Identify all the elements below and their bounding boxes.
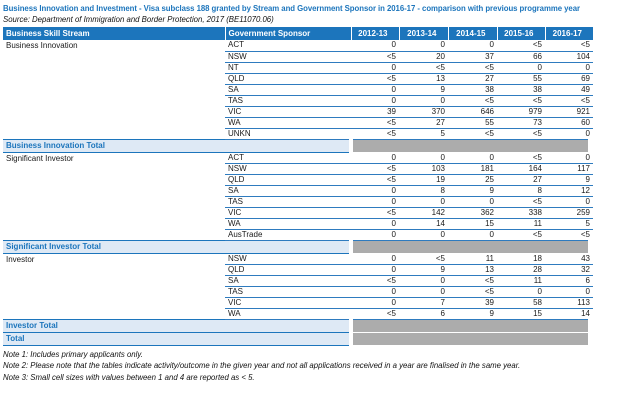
value-cell: 9: [545, 174, 593, 185]
stream-label: Investor: [6, 254, 35, 264]
value-cell: 12: [545, 185, 593, 196]
value-cell: 0: [448, 152, 497, 163]
value-cell: <5: [545, 229, 593, 240]
value-cell: 27: [448, 73, 497, 84]
value-cell: 104: [545, 51, 593, 62]
total-row: [3, 319, 593, 332]
value-cell: <5: [351, 163, 399, 174]
value-cell: <5: [351, 128, 399, 139]
value-cell: 8: [497, 185, 545, 196]
value-cell: 32: [545, 264, 593, 275]
value-cell: <5: [351, 207, 399, 218]
value-cell: 0: [448, 196, 497, 207]
value-cell: 11: [497, 275, 545, 286]
value-cell: 0: [351, 95, 399, 106]
value-cell: 55: [448, 117, 497, 128]
value-cell: 0: [545, 196, 593, 207]
notes-section: [3, 349, 637, 384]
value-cell: 58: [497, 297, 545, 308]
value-cell: 0: [545, 128, 593, 139]
value-cell: 0: [448, 229, 497, 240]
sponsor-cell: SA: [225, 185, 351, 196]
value-cell: 15: [448, 218, 497, 229]
value-cell: 20: [399, 51, 448, 62]
value-cell: 0: [545, 62, 593, 73]
column-header: 2013-14: [399, 27, 448, 40]
value-cell: 0: [399, 95, 448, 106]
value-cell: <5: [448, 275, 497, 286]
total-suppressed-cell: [351, 240, 593, 253]
sponsor-cell: TAS: [225, 286, 351, 297]
sponsor-cell: SA: [225, 84, 351, 95]
table-header-row: [3, 27, 593, 40]
value-cell: 13: [448, 264, 497, 275]
value-cell: 25: [448, 174, 497, 185]
value-cell: <5: [448, 286, 497, 297]
value-cell: <5: [351, 275, 399, 286]
value-cell: <5: [497, 196, 545, 207]
sponsor-cell: UNKN: [225, 128, 351, 139]
value-cell: 0: [399, 229, 448, 240]
value-cell: 979: [497, 106, 545, 117]
value-cell: 9: [399, 84, 448, 95]
column-header: 2014-15: [448, 27, 497, 40]
sponsor-cell: WA: [225, 218, 351, 229]
value-cell: 259: [545, 207, 593, 218]
value-cell: 362: [448, 207, 497, 218]
value-cell: <5: [351, 73, 399, 84]
total-row-label: Investor Total: [3, 319, 351, 332]
value-cell: <5: [497, 128, 545, 139]
sponsor-cell: NSW: [225, 253, 351, 264]
value-cell: 27: [497, 174, 545, 185]
source-citation: Source: Department of Immigration and Border Protection, 2017 (BE11070.06): [3, 15, 274, 24]
table-body: [3, 40, 593, 345]
value-cell: 28: [497, 264, 545, 275]
table-row: [3, 152, 593, 163]
value-cell: 181: [448, 163, 497, 174]
value-cell: <5: [448, 62, 497, 73]
sponsor-cell: QLD: [225, 264, 351, 275]
value-cell: 0: [448, 40, 497, 51]
value-cell: 0: [545, 152, 593, 163]
stream-label: Significant Investor: [6, 153, 74, 163]
total-row-label: Total: [3, 332, 351, 345]
column-header: 2015-16: [497, 27, 545, 40]
value-cell: <5: [497, 95, 545, 106]
value-cell: 9: [399, 264, 448, 275]
value-cell: 921: [545, 106, 593, 117]
value-cell: 37: [448, 51, 497, 62]
value-cell: 0: [351, 253, 399, 264]
value-cell: 15: [497, 308, 545, 319]
value-cell: 8: [399, 185, 448, 196]
value-cell: 43: [545, 253, 593, 264]
value-cell: 0: [351, 218, 399, 229]
value-cell: 0: [351, 152, 399, 163]
value-cell: 55: [497, 73, 545, 84]
column-header: 2016-17: [545, 27, 593, 40]
value-cell: 113: [545, 297, 593, 308]
value-cell: 11: [448, 253, 497, 264]
sponsor-cell: NSW: [225, 51, 351, 62]
column-header: Business Skill Stream: [3, 27, 225, 40]
value-cell: 164: [497, 163, 545, 174]
value-cell: 0: [497, 62, 545, 73]
note-line: Note 1: Includes primary applicants only.: [3, 349, 143, 359]
value-cell: <5: [448, 95, 497, 106]
sponsor-cell: TAS: [225, 95, 351, 106]
sponsor-cell: SA: [225, 275, 351, 286]
value-cell: 0: [399, 40, 448, 51]
sponsor-cell: QLD: [225, 73, 351, 84]
sponsor-cell: NSW: [225, 163, 351, 174]
value-cell: 27: [399, 117, 448, 128]
value-cell: 0: [545, 286, 593, 297]
value-cell: 9: [448, 308, 497, 319]
value-cell: <5: [351, 117, 399, 128]
sponsor-cell: QLD: [225, 174, 351, 185]
sponsor-cell: VIC: [225, 106, 351, 117]
value-cell: 39: [448, 297, 497, 308]
value-cell: 0: [351, 40, 399, 51]
report-title: Business Innovation and Investment - Visa subclass 188 granted by Stream and Government Sponsor in 2016-17 - comparison with previous programme year: [3, 4, 580, 13]
sponsor-cell: NT: [225, 62, 351, 73]
value-cell: 0: [399, 152, 448, 163]
value-cell: 0: [399, 196, 448, 207]
sponsor-cell: VIC: [225, 207, 351, 218]
value-cell: 69: [545, 73, 593, 84]
value-cell: <5: [399, 62, 448, 73]
value-cell: 0: [399, 275, 448, 286]
sponsor-cell: ACT: [225, 40, 351, 51]
value-cell: <5: [351, 174, 399, 185]
data-table: [3, 27, 598, 346]
sponsor-cell: VIC: [225, 297, 351, 308]
value-cell: 0: [351, 297, 399, 308]
value-cell: 14: [545, 308, 593, 319]
value-cell: 0: [497, 286, 545, 297]
value-cell: 7: [399, 297, 448, 308]
value-cell: 13: [399, 73, 448, 84]
total-suppressed-cell: [351, 319, 593, 332]
value-cell: <5: [497, 229, 545, 240]
value-cell: <5: [351, 51, 399, 62]
value-cell: 142: [399, 207, 448, 218]
note-line: Note 2: Please note that the tables indicate activity/outcome in the given year and not all applications received in a year are finalised in the same year.: [3, 361, 521, 370]
total-row: [3, 240, 593, 253]
note-line: Note 3: Small cell sizes with values between 1 and 4 are reported as < 5.: [3, 372, 255, 382]
value-cell: 73: [497, 117, 545, 128]
value-cell: 646: [448, 106, 497, 117]
table-row: [3, 253, 593, 264]
value-cell: 338: [497, 207, 545, 218]
value-cell: 5: [545, 218, 593, 229]
value-cell: 0: [351, 286, 399, 297]
value-cell: 6: [399, 308, 448, 319]
value-cell: 0: [351, 62, 399, 73]
sponsor-cell: TAS: [225, 196, 351, 207]
value-cell: 38: [448, 84, 497, 95]
value-cell: 60: [545, 117, 593, 128]
value-cell: <5: [448, 128, 497, 139]
stream-label: Business Innovation: [6, 41, 78, 50]
value-cell: 117: [545, 163, 593, 174]
value-cell: <5: [545, 40, 593, 51]
value-cell: 0: [351, 84, 399, 95]
value-cell: 38: [497, 84, 545, 95]
value-cell: <5: [545, 95, 593, 106]
value-cell: <5: [351, 308, 399, 319]
value-cell: 9: [448, 185, 497, 196]
value-cell: 14: [399, 218, 448, 229]
total-row-label: Business Innovation Total: [3, 139, 351, 152]
total-row-label: Significant Investor Total: [3, 240, 351, 253]
value-cell: 49: [545, 84, 593, 95]
value-cell: 0: [351, 185, 399, 196]
value-cell: 19: [399, 174, 448, 185]
total-row: [3, 139, 593, 152]
value-cell: 66: [497, 51, 545, 62]
total-row: [3, 332, 593, 345]
value-cell: 0: [351, 229, 399, 240]
column-header: Government Sponsor: [225, 27, 351, 40]
sponsor-cell: ACT: [225, 152, 351, 163]
sponsor-cell: WA: [225, 308, 351, 319]
sponsor-cell: WA: [225, 117, 351, 128]
sponsor-cell: AusTrade: [225, 229, 351, 240]
value-cell: <5: [497, 152, 545, 163]
value-cell: 370: [399, 106, 448, 117]
total-suppressed-cell: [351, 332, 593, 345]
value-cell: 0: [351, 264, 399, 275]
value-cell: <5: [497, 40, 545, 51]
value-cell: 103: [399, 163, 448, 174]
table-row: [3, 40, 593, 51]
column-header: 2012-13: [351, 27, 399, 40]
value-cell: 0: [351, 196, 399, 207]
value-cell: 11: [497, 218, 545, 229]
value-cell: 6: [545, 275, 593, 286]
value-cell: 18: [497, 253, 545, 264]
value-cell: 39: [351, 106, 399, 117]
value-cell: 5: [399, 128, 448, 139]
value-cell: 0: [399, 286, 448, 297]
value-cell: <5: [399, 253, 448, 264]
total-suppressed-cell: [351, 139, 593, 152]
